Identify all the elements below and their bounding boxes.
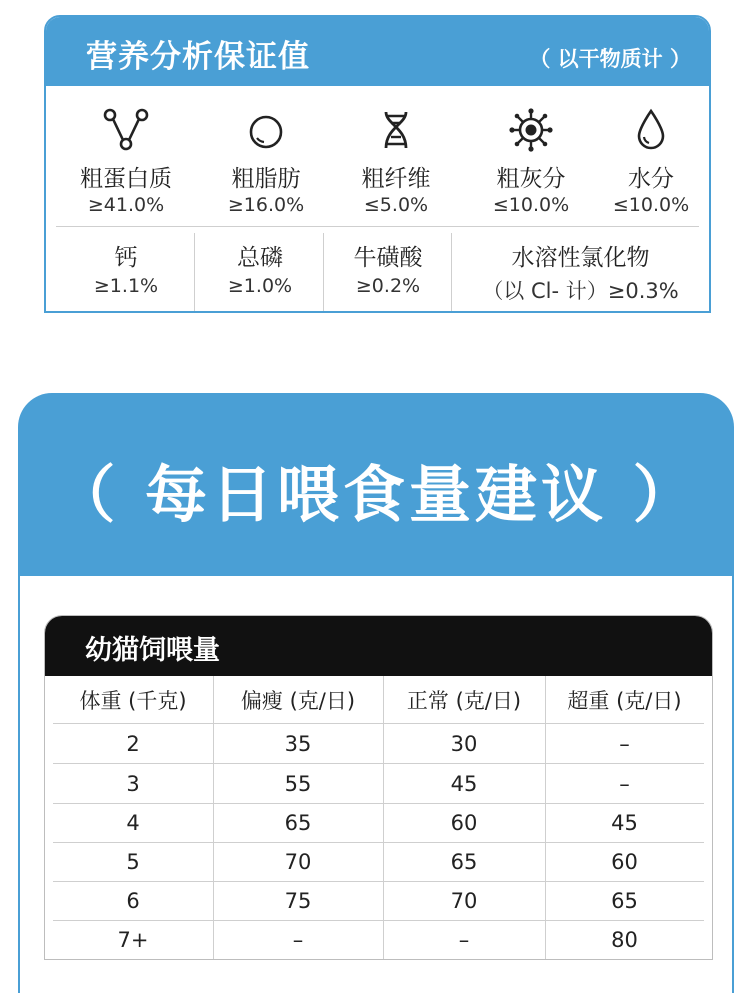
cell-weight: 7+ [117, 927, 149, 952]
nutrient-name: 总磷 [237, 245, 283, 271]
nutrient-value: ≥16.0% [227, 194, 305, 216]
nutrition-title: 营养分析保证值 [86, 39, 310, 75]
cell-overweight: 60 [611, 849, 638, 874]
molecule-icon [102, 108, 150, 152]
cell-underweight: 55 [284, 771, 312, 796]
header-underweight: 偏瘦 (克/日) [240, 688, 356, 713]
nutrition-row-2 [46, 227, 709, 313]
header-overweight: 超重 (克/日) [567, 688, 682, 713]
nutrient-value: ≥41.0% [87, 194, 165, 216]
nutrient-water-soluble-chloride [452, 227, 709, 313]
nutrient-crude-protein [56, 86, 196, 226]
nutrient-value: ≥0.2% [355, 275, 421, 297]
cell-overweight: 65 [611, 888, 638, 913]
nutrient-name: 粗脂肪 [231, 166, 301, 192]
nutrition-panel [44, 15, 711, 313]
virus-icon [507, 108, 555, 152]
header-weight: 体重 (千克) [79, 688, 187, 713]
cell-underweight: 35 [284, 731, 312, 756]
nutrient-name: 牛磺酸 [353, 245, 423, 271]
cell-normal: – [458, 927, 470, 952]
cell-underweight: 65 [284, 810, 312, 835]
nutrient-name: 粗灰分 [496, 166, 566, 192]
nutrient-name: 钙 [114, 245, 138, 271]
nutrition-note: （ 以干物质计 ） [529, 47, 691, 71]
table-row [53, 764, 704, 804]
cell-normal: 45 [450, 771, 478, 796]
cell-overweight: 45 [611, 810, 638, 835]
cell-overweight: – [619, 731, 630, 756]
nutrient-value: ≤10.0% [612, 194, 690, 216]
nutrient-calcium [56, 227, 196, 313]
cell-normal: 65 [450, 849, 478, 874]
table-row [53, 803, 704, 843]
cell-weight: 3 [126, 771, 140, 796]
cell-overweight: – [619, 771, 630, 796]
nutrient-total-phosphorus [196, 227, 324, 313]
table-header-bar [45, 616, 712, 676]
cell-weight: 2 [126, 731, 140, 756]
table-title: 幼猫饲喂量 [85, 635, 220, 666]
nutrient-name: 粗蛋白质 [80, 166, 172, 192]
column-divider [194, 233, 195, 311]
table-row [53, 842, 704, 882]
table-header-row [53, 676, 704, 724]
cell-weight: 6 [126, 888, 140, 913]
nutrient-name: 粗纤维 [361, 166, 431, 192]
cell-overweight: 80 [611, 927, 638, 952]
column-divider [323, 233, 324, 311]
table-row [53, 881, 704, 921]
nutrition-header [46, 17, 709, 86]
nutrient-value: ≥1.1% [93, 275, 159, 297]
water-drop-icon [627, 108, 675, 152]
kitten-feeding-table [44, 615, 713, 960]
nutrient-name: 水溶性氯化物 [511, 245, 650, 271]
cell-weight: 5 [126, 849, 140, 874]
table-row [53, 724, 704, 764]
cell-underweight: – [292, 927, 304, 952]
cell-normal: 60 [450, 810, 478, 835]
nutrient-value: （以 Cl- 计）≥0.3% [482, 279, 679, 303]
cell-normal: 70 [450, 888, 478, 913]
nutrient-crude-ash [461, 86, 601, 226]
cell-underweight: 70 [284, 849, 312, 874]
nutrient-crude-fat [196, 86, 336, 226]
dna-icon [372, 108, 420, 152]
nutrient-moisture [586, 86, 711, 226]
cell-normal: 30 [450, 731, 478, 756]
nutrition-row-1 [46, 86, 709, 226]
nutrient-value: ≤10.0% [492, 194, 570, 216]
nutrient-crude-fiber [326, 86, 466, 226]
circle-icon [242, 108, 290, 152]
cell-underweight: 75 [284, 888, 312, 913]
feeding-title: （ 每日喂食量建议 ） [53, 458, 699, 531]
nutrient-value: ≥1.0% [227, 275, 293, 297]
table-row [53, 920, 704, 959]
nutrient-value: ≤5.0% [363, 194, 429, 216]
nutrient-taurine [325, 227, 451, 313]
header-normal: 正常 (克/日) [406, 688, 522, 713]
nutrient-name: 水分 [628, 166, 674, 192]
cell-weight: 4 [126, 810, 140, 835]
